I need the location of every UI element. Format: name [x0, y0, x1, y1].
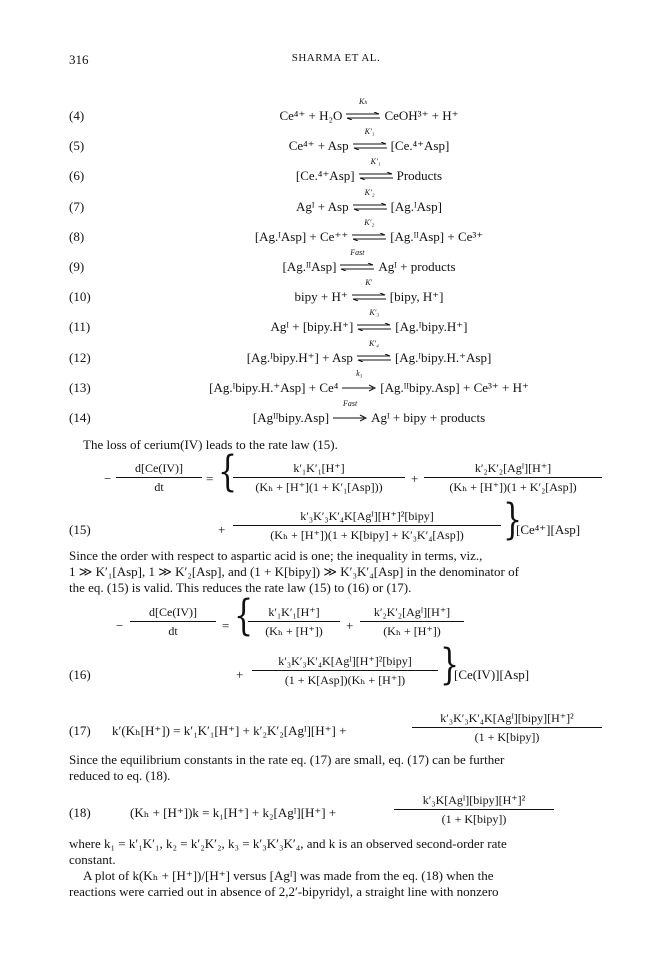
reaction-lhs: bipy + H⁺	[294, 289, 348, 304]
eq15-term3-numerator: k′₃K′₃K′₄K[Agᴵ][H⁺]²[bipy]	[233, 509, 501, 526]
reaction-row	[69, 97, 609, 128]
eq15-tail: [Ce⁴⁺][Asp]	[516, 522, 581, 537]
arrow-label: k₃	[356, 369, 363, 378]
reaction-equation	[129, 369, 609, 396]
reaction-number: (11)	[69, 319, 91, 334]
reaction-rhs: [Ag.ᴵbipy.H.⁺Asp]	[394, 350, 492, 365]
reaction-number: (7)	[69, 199, 85, 214]
equilibrium-arrow-icon	[351, 218, 387, 243]
eq15-equals: =	[206, 471, 214, 486]
paragraph-rate-law-intro: The loss of cerium(IV) leads to the rate law (15).	[83, 437, 338, 452]
eq16-lhs-denominator: dt	[168, 624, 178, 638]
paragraph-where-line1: where k₁ = k′₁K′₁, k₂ = k′₂K′₂, k₃ = k′₃K′₃K′₄, and k is an observed second-order rate	[69, 836, 507, 851]
eq18-number: (18)	[69, 805, 91, 820]
reaction-equation	[129, 278, 609, 305]
eq16-term1-fraction	[248, 605, 340, 639]
eq15-minus: −	[104, 471, 112, 486]
reaction-rhs: Agᴵ + bipy + products	[371, 410, 486, 425]
reaction-rhs: [bipy, H⁺]	[389, 289, 444, 304]
eq15-number: (15)	[69, 522, 91, 537]
equilibrium-arrow-icon	[358, 157, 394, 182]
eq15-lhs-fraction	[116, 461, 202, 495]
reaction-lhs: [Ag.ᴵbipy.H⁺] + Asp	[246, 350, 353, 365]
reaction-row	[69, 369, 609, 400]
eq16-close-brace: }	[440, 640, 460, 690]
reaction-lhs: [Ag.ᴵbipy.H.⁺Asp] + Ce⁴	[209, 380, 339, 395]
eq18-fraction	[394, 793, 554, 827]
reaction-equation	[129, 218, 609, 245]
reaction-equation	[129, 127, 609, 154]
arrow-label: K′₁	[370, 157, 381, 166]
eq15-term2-denominator: (Kₕ + [H⁺])(1 + K′₂[Asp])	[449, 480, 577, 494]
reaction-equation	[129, 248, 609, 275]
eq17-number: (17)	[69, 723, 91, 738]
reaction-row	[69, 248, 609, 279]
reaction-number: (8)	[69, 229, 85, 244]
equilibrium-arrow-icon	[356, 308, 392, 333]
paragraph-plot-line2: reactions were carried out in absence of 2,2′-bipyridyl, a straight line with nonzero	[69, 884, 499, 899]
arrow-label: Fast	[350, 248, 365, 257]
arrow-label: K′₁	[364, 127, 375, 136]
paragraph-order-line1: Since the order with respect to aspartic acid is one; the inequality in terms, viz.,	[69, 548, 483, 563]
eq18-fraction-numerator: k′₃K[Agᴵ][bipy][H⁺]²	[394, 793, 554, 810]
reaction-number: (10)	[69, 289, 91, 304]
eq15-term2-numerator: k′₂K′₂[Agᴵ][H⁺]	[424, 461, 602, 478]
eq18-fraction-denominator: (1 + K[bipy])	[441, 812, 507, 826]
eq16-term1-denominator: (Kₕ + [H⁺])	[265, 624, 323, 638]
page-number: 316	[69, 52, 89, 67]
eq18-lhs: (Kₕ + [H⁺])k = k₁[H⁺] + k₂[Agᴵ][H⁺] +	[130, 805, 337, 820]
eq16-tail: [Ce(IV)][Asp]	[454, 667, 530, 682]
reaction-lhs: Agᴵ + [bipy.H⁺]	[270, 319, 354, 334]
paragraph-plot-line1: A plot of k(Kₕ + [H⁺])/[H⁺] versus [Agᴵ] was made from the eq. (18) when the	[83, 868, 494, 883]
reaction-lhs: [Ag.ᴵAsp] + Ce⁺⁺	[254, 229, 349, 244]
reaction-rhs: [Ag.ᴵᴵbipy.Asp] + Ce³⁺ + H⁺	[380, 380, 529, 395]
eq16-lhs-fraction	[130, 605, 216, 639]
equilibrium-arrow-icon	[356, 339, 392, 364]
eq17-lhs: k′(Kₕ[H⁺]) = k′₁K′₁[H⁺] + k′₂K′₂[Agᴵ][H⁺] +	[112, 723, 347, 738]
eq15-term1-fraction	[233, 461, 405, 495]
eq16-lhs-numerator: d[Ce(IV)]	[130, 605, 216, 622]
reaction-row	[69, 399, 609, 430]
reaction-lhs: [Ce.⁴⁺Asp]	[295, 168, 355, 183]
eq15-plus-2: +	[218, 522, 226, 537]
reaction-rhs: Products	[396, 168, 443, 183]
eq17-fraction-numerator: k′₃K′₃K′₄K[Agᴵ][bipy][H⁺]²	[412, 711, 602, 728]
equilibrium-arrow-icon	[352, 188, 388, 213]
reaction-row	[69, 308, 609, 339]
arrow-label: K′	[365, 278, 373, 287]
arrow-label: K′₃	[369, 308, 380, 317]
equilibrium-arrow-icon	[352, 127, 388, 152]
reaction-row	[69, 188, 609, 219]
reaction-lhs: [Agᴵᴵbipy.Asp]	[252, 410, 330, 425]
eq15-close-brace: }	[503, 495, 523, 545]
reaction-equation	[129, 97, 609, 124]
arrow-label: K′₄	[369, 339, 379, 348]
equilibrium-arrow-icon	[341, 369, 377, 394]
arrow-label: Fast	[342, 399, 358, 408]
reaction-rhs: [Ag.ᴵbipy.H⁺]	[395, 319, 468, 334]
eq15-lhs-denominator: dt	[154, 480, 164, 494]
eq15-lhs-numerator: d[Ce(IV)]	[116, 461, 202, 478]
reaction-lhs: Agᴵ + Asp	[296, 199, 349, 214]
eq15-term3-denominator: (Kₕ + [H⁺])(1 + K[bipy] + K′₃K′₄[Asp])	[270, 528, 464, 542]
eq16-plus-2: +	[236, 667, 244, 682]
eq15-plus-1: +	[411, 471, 419, 486]
paragraph-reduction-line2: reduced to eq. (18).	[69, 768, 171, 783]
reaction-equation	[129, 339, 609, 366]
reaction-rhs: [Ag.ᴵᴵAsp] + Ce³⁺	[390, 229, 484, 244]
equilibrium-arrow-icon	[345, 97, 381, 122]
reaction-number: (12)	[69, 350, 91, 365]
reaction-number: (13)	[69, 380, 91, 395]
eq15-open-brace: {	[218, 447, 238, 497]
eq16-term3-denominator: (1 + K[Asp])(Kₕ + [H⁺])	[284, 673, 406, 687]
reaction-lhs: Ce⁴⁺ + Asp	[288, 138, 349, 153]
eq16-term1-numerator: k′₁K′₁[H⁺]	[248, 605, 340, 622]
reaction-lhs: [Ag.ᴵᴵAsp]	[282, 259, 337, 274]
eq15-term1-denominator: (Kₕ + [H⁺](1 + K′₁[Asp]))	[255, 480, 383, 494]
paragraph-order-line2: 1 ≫ K′₁[Asp], 1 ≫ K′₂[Asp], and (1 + K[bipy]) ≫ K′₃K′₄[Asp] in the denominator of	[69, 564, 519, 579]
paragraph-reduction-line1: Since the equilibrium constants in the rate eq. (17) are small, eq. (17) can be further	[69, 752, 505, 767]
reaction-rhs: CeOH³⁺ + H⁺	[384, 108, 459, 123]
reaction-rhs: Agᴵ + products	[378, 259, 456, 274]
equilibrium-arrow-icon	[351, 278, 387, 303]
eq16-equals: =	[222, 618, 230, 633]
reaction-equation	[129, 399, 609, 426]
reaction-equation	[129, 157, 609, 184]
eq16-term2-fraction	[360, 605, 464, 639]
eq16-term3-fraction	[252, 654, 438, 688]
eq16-term3-numerator: k′₃K′₃K′₄K[Agᴵ][H⁺]²[bipy]	[252, 654, 438, 671]
reaction-number: (5)	[69, 138, 85, 153]
reaction-rhs: [Ag.ᴵAsp]	[390, 199, 442, 214]
arrow-label: K′₂	[364, 188, 375, 197]
reaction-number: (14)	[69, 410, 91, 425]
eq16-term2-denominator: (Kₕ + [H⁺])	[383, 624, 441, 638]
running-head: SHARMA ET AL.	[291, 52, 381, 64]
reaction-row	[69, 278, 609, 309]
reaction-rhs: [Ce.⁴⁺Asp]	[390, 138, 450, 153]
reaction-row	[69, 127, 609, 158]
eq16-term2-numerator: k′₂K′₂[Agᴵ][H⁺]	[360, 605, 464, 622]
eq16-minus: −	[116, 618, 124, 633]
reaction-lhs: Ce⁴⁺ + H₂O	[279, 108, 343, 123]
paragraph-where-line2: constant.	[69, 852, 116, 867]
equilibrium-arrow-icon	[332, 399, 368, 424]
reaction-number: (6)	[69, 168, 85, 183]
paragraph-order-line3: the eq. (15) is valid. This reduces the rate law (15) to (16) or (17).	[69, 580, 412, 595]
reaction-row	[69, 157, 609, 188]
eq15-term2-fraction	[424, 461, 602, 495]
arrow-label: K′₂	[364, 218, 375, 227]
eq15-term1-numerator: k′₁K′₁[H⁺]	[233, 461, 405, 478]
eq15-term3-fraction	[233, 509, 501, 543]
reaction-number: (9)	[69, 259, 85, 274]
reaction-row	[69, 218, 609, 249]
eq16-open-brace: {	[234, 591, 254, 641]
reaction-equation	[129, 188, 609, 215]
eq16-number: (16)	[69, 667, 91, 682]
reaction-equation	[129, 308, 609, 335]
eq17-fraction	[412, 711, 602, 745]
reaction-row	[69, 339, 609, 370]
eq16-plus-1: +	[346, 618, 354, 633]
arrow-label: Kₕ	[359, 97, 368, 106]
equilibrium-arrow-icon	[339, 248, 375, 273]
eq17-fraction-denominator: (1 + K[bipy])	[474, 730, 540, 744]
reaction-number: (4)	[69, 108, 85, 123]
